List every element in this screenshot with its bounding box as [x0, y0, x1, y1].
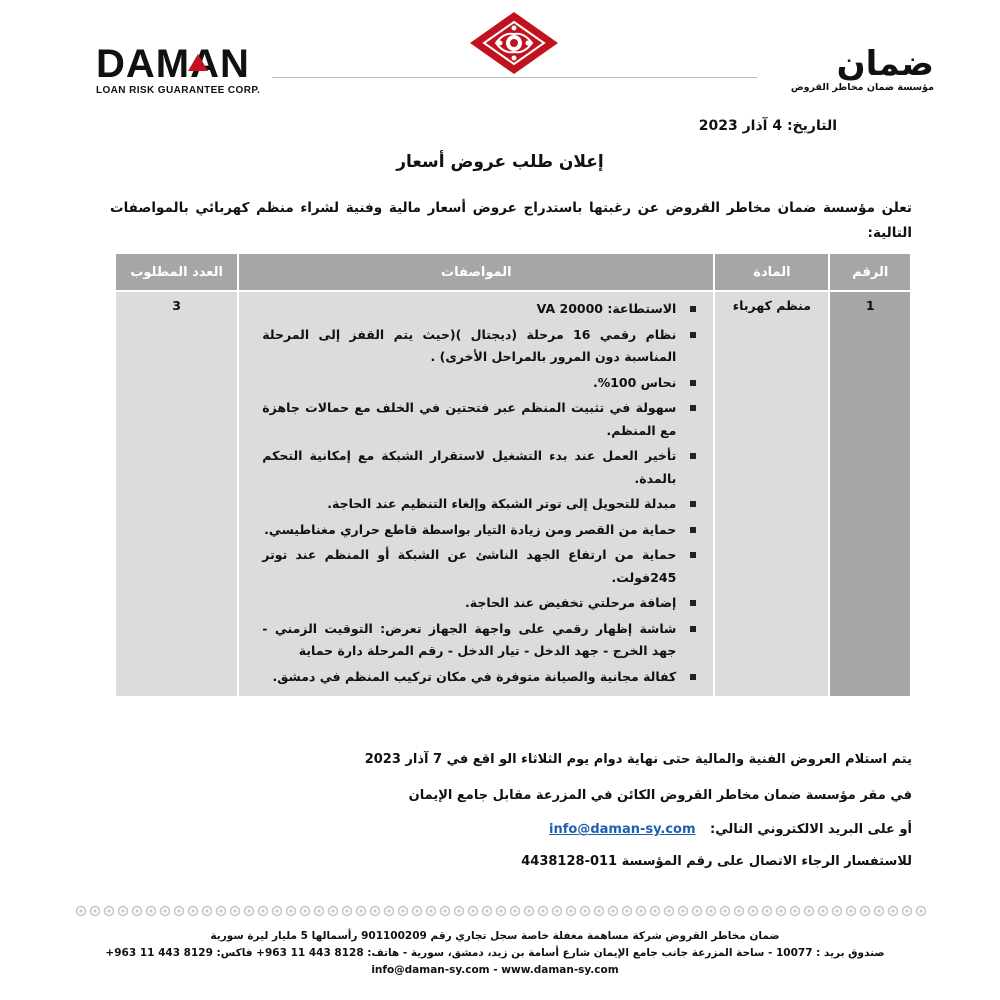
bullet-icon [690, 405, 696, 411]
list-item [262, 666, 698, 689]
logo-ar-tagline: مؤسسة ضمان مخاطر القروض [790, 82, 934, 93]
header-qty: العدد المطلوب [115, 253, 238, 291]
daman-logo-en [96, 44, 286, 96]
list-item [262, 519, 698, 542]
specs-list [240, 298, 712, 695]
bullet-icon [690, 306, 696, 312]
logo-ar-name: ضمان [836, 44, 934, 84]
list-item [262, 592, 698, 615]
deadline-line: يتم استلام العروض الفنية والمالية حتى نهاية دوام يوم الثلاثاء الو اقع في 7 آذار 2023 [364, 752, 912, 767]
emblem-logo-icon [466, 10, 562, 76]
page-title: إعلان طلب عروض أسعار [396, 152, 604, 172]
cell-qty: 3 [115, 291, 238, 697]
email-link[interactable]: info@daman-sy.com [549, 822, 696, 837]
spec-text: حماية من القصر ومن زيادة التيار بواسطة قاطع حراري مغناطيسي. [264, 521, 677, 537]
document-date: التاريخ: 4 آذار 2023 [698, 118, 837, 134]
intro-paragraph: تعلن مؤسسة ضمان مخاطر القروض عن رغبتها باستدراج عروض أسعار مالية وفنية لشراء منظم كهربائي بالمواصفات التالية: [110, 200, 912, 241]
bullet-icon [690, 332, 696, 338]
table-row [115, 291, 911, 697]
logo-en-tagline: LOAN RISK GUARANTEE CORP. [96, 85, 261, 96]
bullet-icon [690, 600, 696, 606]
list-item [262, 493, 698, 516]
address-line: في مقر مؤسسة ضمان مخاطر القروض الكائن في المزرعة مقابل جامع الإيمان [408, 788, 912, 803]
footer-contact-info: صندوق بريد : 10077 - ساحة المزرعة جانب جامع الإيمان شارع أسامة بن زيد، دمشق، سورية - هاتف: 8128 443 11 963+ فاكس: 8129 443 11 963+ [105, 947, 885, 959]
bullet-icon [690, 501, 696, 507]
list-item [262, 397, 698, 442]
header-specs: المواصفات [238, 253, 714, 291]
spec-text: شاشة إظهار رقمي على واجهة الجهاز تعرض: التوقيت الزمني - جهد الخرج - جهد الدخل - تيار الدخل - رقم المرحلة دارة حماية [262, 620, 677, 658]
spec-text: مبدلة للتحويل إلى توتر الشبكة وإلغاء التنظيم عند الحاجة. [327, 496, 677, 511]
bullet-icon [690, 453, 696, 459]
spec-text: حماية من ارتفاع الجهد الناشئ عن الشبكة أو المنظم عند توتر 245فولت. [262, 547, 677, 585]
logo-triangle-icon [188, 54, 208, 71]
email-line [549, 822, 912, 837]
header-divider [272, 77, 757, 78]
header-num: الرقم [829, 253, 911, 291]
spec-text: سهولة في تثبيت المنظم عبر فتحتين في الخلف مع حمالات جاهزة مع المنظم. [262, 400, 677, 438]
daman-logo-ar [754, 46, 934, 93]
spec-text: الاستطاعة: 20000 VA [536, 301, 677, 316]
logo-en-name: DAMAN [96, 42, 250, 86]
ornament-divider-icon [74, 904, 926, 918]
list-item [262, 445, 698, 490]
bullet-icon [690, 674, 696, 680]
list-item [262, 298, 698, 321]
spec-text: نظام رقمي 16 مرحلة (ديجتال )(حيث يتم القفز إلى المرحلة المناسبة دون المرور بالمراحل الأخرى) . [262, 326, 677, 364]
specs-table [114, 252, 912, 698]
list-item [262, 618, 698, 663]
bullet-icon [690, 527, 696, 533]
spec-text: كفالة مجانية والصيانة متوفرة في مكان تركيب المنظم في دمشق. [272, 668, 677, 684]
list-item [262, 372, 698, 395]
spec-text: تأخير العمل عند بدء التشغيل لاستقرار الشبكة مع إمكانية التحكم بالمدة. [262, 448, 677, 486]
list-item [262, 324, 698, 369]
email-label: أو على البريد الالكتروني التالي: [710, 822, 912, 837]
bullet-icon [690, 552, 696, 558]
bullet-icon [690, 380, 696, 386]
list-item [262, 544, 698, 589]
footer-web[interactable]: info@daman-sy.com - www.daman-sy.com [371, 964, 619, 976]
footer-company-info: ضمان مخاطر القروض شركة مساهمة مغفلة خاصة سجل تجاري رقم 901100209 رأسمالها 5 مليار ليرة سورية [210, 930, 780, 942]
header-material: المادة [714, 253, 829, 291]
cell-material: منظم كهرباء [714, 291, 829, 697]
phone-line: للاستفسار الرجاء الاتصال على رقم المؤسسة 011-4438128 [521, 854, 912, 869]
bullet-icon [690, 626, 696, 632]
cell-specs [238, 291, 714, 697]
table-header-row [115, 253, 911, 291]
spec-text: إضافة مرحلتي تخفيض عند الحاجة. [464, 595, 677, 610]
spec-text: نحاس 100%. [592, 374, 677, 390]
cell-num: 1 [829, 291, 911, 697]
